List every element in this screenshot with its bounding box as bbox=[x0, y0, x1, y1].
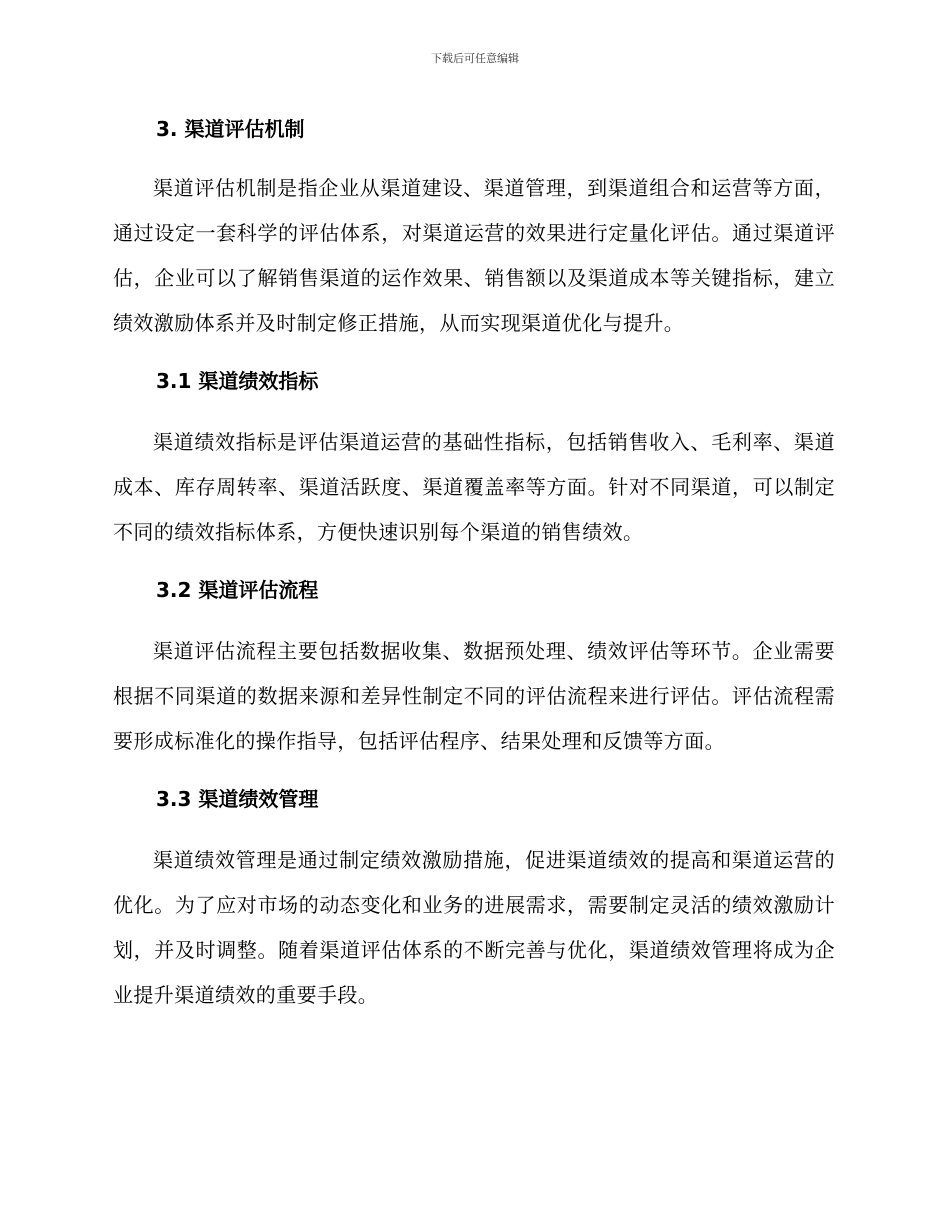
section-heading-3-1: 3.1 渠道绩效指标 bbox=[156, 369, 319, 393]
section-paragraph-3-1: 渠道绩效指标是评估渠道运营的基础性指标，包括销售收入、毛利率、渠道成本、库存周转率、渠道活跃度、渠道覆盖率等方面。针对不同渠道，可以制定不同的绩效指标体系，方便快速识别每个渠道的销售绩效。 bbox=[113, 430, 835, 544]
section-heading-3-2: 3.2 渠道评估流程 bbox=[156, 578, 319, 602]
page-header: 下载后可任意编辑 bbox=[431, 52, 519, 65]
section-paragraph-3-2: 渠道评估流程主要包括数据收集、数据预处理、绩效评估等环节。企业需要根据不同渠道的数据来源和差异性制定不同的评估流程来进行评估。评估流程需要形成标准化的操作指导，包括评估程序、结果处理和反馈等方面。 bbox=[113, 639, 835, 753]
section-paragraph-3: 渠道评估机制是指企业从渠道建设、渠道管理，到渠道组合和运营等方面，通过设定一套科学的评估体系，对渠道运营的效果进行定量化评估。通过渠道评估，企业可以了解销售渠道的运作效果、销售额以及渠道成本等关键指标，建立绩效激励体系并及时制定修正措施，从而实现渠道优化与提升。 bbox=[113, 176, 835, 335]
document-body bbox=[113, 112, 835, 1018]
section-paragraph-3-3: 渠道绩效管理是通过制定绩效激励措施，促进渠道绩效的提高和渠道运营的优化。为了应对市场的动态变化和业务的进展需求，需要制定灵活的绩效激励计划，并及时调整。随着渠道评估体系的不断完善与优化，渠道绩效管理将成为企业提升渠道绩效的重要手段。 bbox=[113, 848, 835, 1007]
section-heading-3-3: 3.3 渠道绩效管理 bbox=[156, 787, 319, 811]
section-heading-3: 3. 渠道评估机制 bbox=[156, 117, 305, 141]
